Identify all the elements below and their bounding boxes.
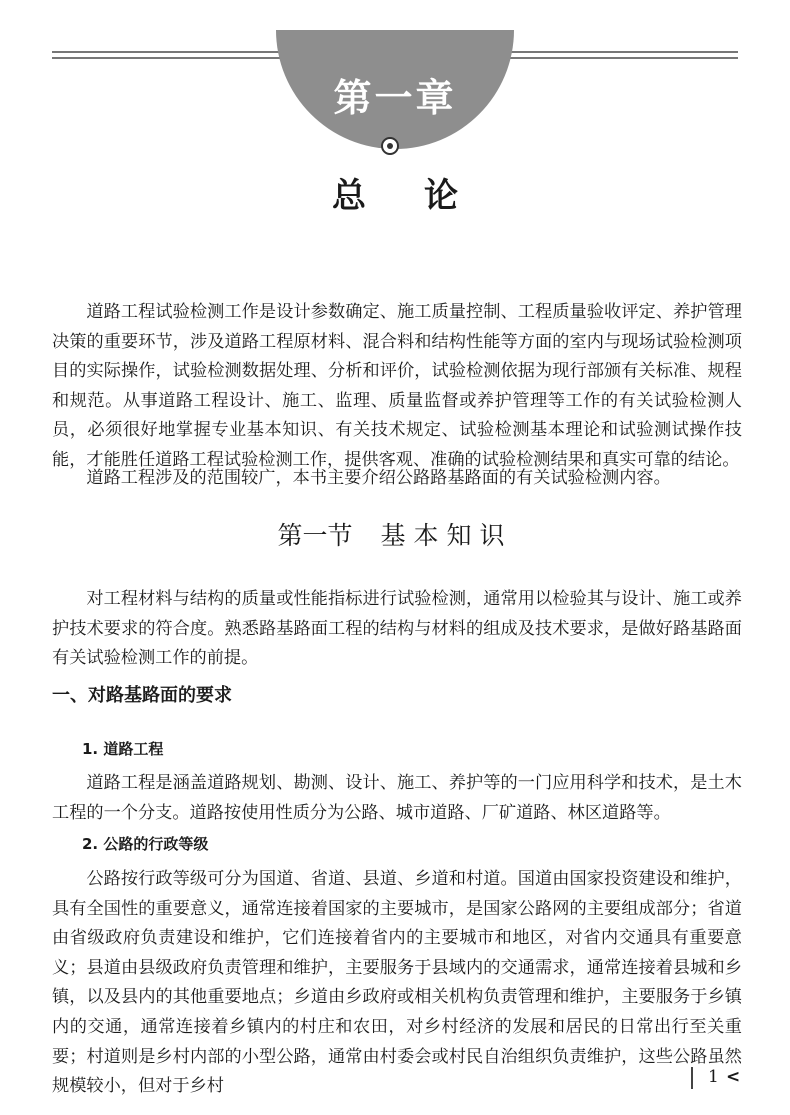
chapter-label: 第一章 xyxy=(333,76,457,120)
item-text-1: 道路工程是涵盖道路规划、勘测、设计、施工、养护等的一门应用科学和技术，是土木工程的一个分支。道路按使用性质分为公路、城市道路、厂矿道路、林区道路等。 xyxy=(52,773,742,823)
subsection-heading: 一、对路基路面的要求 xyxy=(52,685,232,706)
section-title xyxy=(0,518,790,554)
page-number: 1 xyxy=(708,1067,719,1087)
chapter-title: 总论 xyxy=(332,176,516,216)
section-number: 第一节 xyxy=(277,521,353,550)
header-rule-right-top xyxy=(500,51,738,53)
intro-paragraph-1: 道路工程试验检测工作是设计参数确定、施工质量控制、工程质量验收评定、养护管理决策的重要环节，涉及道路工程原材料、混合料和结构性能等方面的室内与现场试验检测项目的实际操作，试验检测数据处理、分析和评价，试验检测依据为现行部颁有关标准、规程和规范。从事道路工程设计、施工、监理、质量监督或养护管理等工作的有关试验检测人员，必须很好地掌握专业基本知识、有关技术规定、试验检测基本理论和试验测试操作技能，才能胜任道路工程试验检测工作，提供客观、准确的试验检测结果和真实可靠的结论。 xyxy=(52,302,742,470)
item-text-2: 公路按行政等级可分为国道、省道、县道、乡道和村道。国道由国家投资建设和维护，具有全国性的重要意义，通常连接着国家的主要城市，是国家公路网的主要组成部分；省道由省级政府负责建设和维护，它们连接着省内的主要城市和地区，对省内交通具有重要意义；县道由县级政府负责管理和维护，主要服务于县域内的交通需求，通常连接着县城和乡镇，以及县内的其他重要地点；乡道由乡政府或相关机构负责管理和维护，主要服务于乡镇内的交通，通常连接着乡镇内的村庄和农田，对乡村经济的发展和居民的日常出行至关重要；村道则是乡村内部的小型公路，通常由村委会或村民自治组织负责维护，这些公路虽然规模较小，但对于乡村 xyxy=(52,869,742,1097)
item-heading-1: 1. 道路工程 xyxy=(82,740,164,758)
footer-divider xyxy=(691,1067,693,1089)
ornament-circle-icon xyxy=(381,137,399,155)
item-heading-2: 2. 公路的行政等级 xyxy=(82,835,209,853)
page-arrow-icon: < xyxy=(726,1067,741,1087)
section-name: 基本知识 xyxy=(380,521,513,550)
header-rule-right-bottom xyxy=(500,57,738,59)
header-rule-left-bottom xyxy=(52,57,290,59)
section-intro: 对工程材料与结构的质量或性能指标进行试验检测，通常用以检验其与设计、施工或养护技术要求的符合度。熟悉路基路面工程的结构与材料的组成及技术要求，是做好路基路面有关试验检测工作的前提。 xyxy=(52,589,742,669)
header-rule-left-top xyxy=(52,51,290,53)
intro-paragraph-2: 道路工程涉及的范围较广，本书主要介绍公路路基路面的有关试验检测内容。 xyxy=(86,468,671,488)
